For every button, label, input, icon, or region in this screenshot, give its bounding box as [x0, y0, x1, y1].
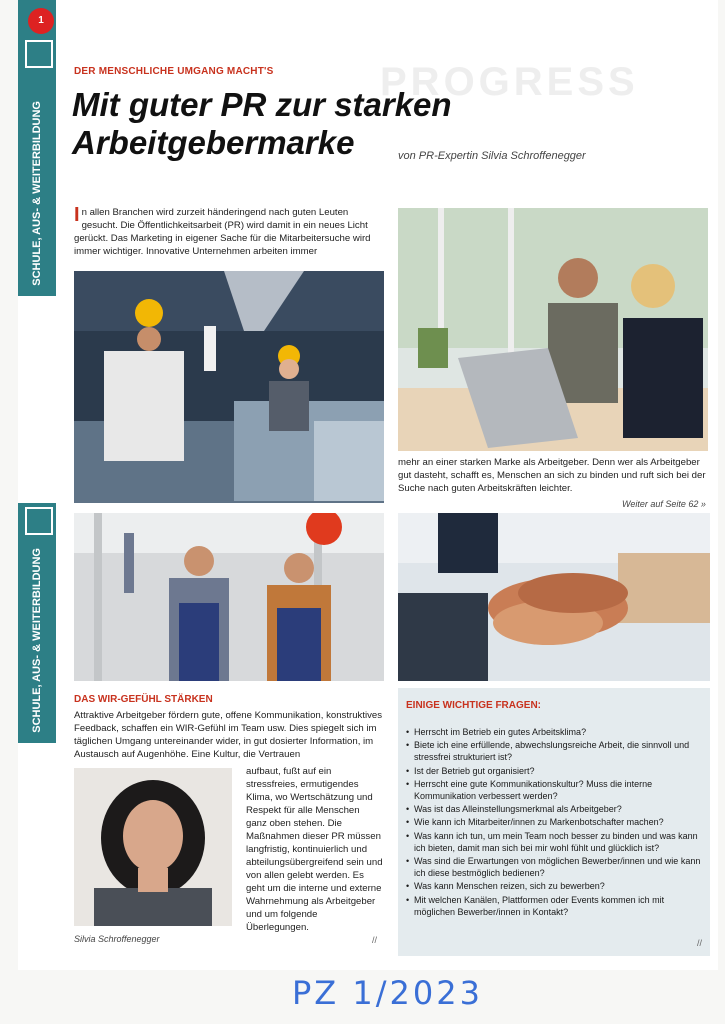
question-item: • Was ist das Alleinstellungsmerkmal als Arbeitgeber? [406, 803, 704, 815]
intro-paragraph: In allen Branchen wird zurzeit händeringend nach guten Leuten gesucht. Die Öffentlichkeitsarbeit (PR) wird damit in ein neues Licht gerückt. Das Marketing in eigener Sache für die Mitarbeitersuche wird immer wichtiger. Innovative Unternehmen arbeiten immer [74, 206, 371, 257]
section-heading-wir-gefuehl: DAS WIR-GEFÜHL STÄRKEN [74, 694, 213, 705]
question-item: • Biete ich eine erfüllende, abwechslungsreiche Arbeit, die sinnvoll und stressfrei strukturiert ist? [406, 739, 704, 763]
sidebar-bottom [18, 503, 56, 743]
questions-box [398, 688, 710, 956]
handwritten-note: PZ 1/2023 [292, 974, 483, 1012]
continuation-paragraph: mehr an einer starken Marke als Arbeitgeber. Denn wer als Arbeitgeber gut dasteht, schafft es, Menschen an sich zu binden und ruft sich bei der Suche nach guten Arbeitskräften leichter. [398, 457, 706, 494]
sidebar-label: SCHULE, AUS- & WEITERBILDUNG [31, 548, 43, 733]
question-item: • Was sind die Erwartungen von möglichen Bewerber/innen und wie kann ich diese bestmöglich bedienen? [406, 855, 704, 879]
question-item: • Herrscht eine gute Kommunikationskultur? Muss die interne Kommunikation verbessert werden? [406, 778, 704, 802]
photo-workers-cheering [74, 513, 384, 681]
section2-paragraph-full: Attraktive Arbeitgeber fördern gute, offene Kommunikation, konstruktives Feedback, schaffen ein WIR-Gefühl im Team usw. Dies spiegelt sich im täglichen Umgang untereinander wider, in gut dosierter Information, im Austausch auf Augenhöhe. Eine Kultur, die Vertrauen [74, 710, 383, 760]
sidebar-top [18, 0, 56, 296]
question-item: • Ist der Betrieb gut organisiert? [406, 765, 704, 777]
byline: von PR-Expertin Silvia Schroffenegger [398, 150, 586, 162]
building-icon [25, 40, 53, 68]
question-item: • Wie kann ich Mitarbeiter/innen zu Markenbotschafter machen? [406, 816, 704, 828]
question-item: • Was kann ich tun, um mein Team noch besser zu binden und was kann ich bieten, damit man sich bei mir wohl fühlt und glücklich ist? [406, 830, 704, 854]
photo-stacked-hands [398, 513, 710, 681]
end-mark: // [372, 935, 378, 945]
questions-list [406, 726, 704, 919]
photo-factory-workers [74, 271, 384, 503]
photo-portrait [74, 768, 232, 926]
portrait-caption: Silvia Schroffenegger [74, 934, 160, 944]
end-mark: // [696, 938, 702, 948]
question-item: • Was kann Menschen reizen, sich zu bewerben? [406, 880, 704, 892]
continued-note: Weiter auf Seite 62 » [622, 499, 706, 509]
question-item: • Herrscht im Betrieb ein gutes Arbeitsklima? [406, 726, 704, 738]
question-item: • Mit welchen Kanälen, Plattformen oder Events kommen ich mit möglichen Bewerber/innen in Kontakt? [406, 894, 704, 918]
sidebar-label: SCHULE, AUS- & WEITERBILDUNG [31, 101, 43, 286]
award-seal-icon: 1 [28, 8, 54, 34]
building-icon [25, 507, 53, 535]
watermark: PROGRESS [380, 60, 639, 104]
dropcap: I [74, 206, 80, 226]
questions-heading: EINIGE WICHTIGE FRAGEN: [406, 700, 541, 711]
headline: Mit guter PR zur starken Arbeitgebermarke [72, 86, 452, 161]
photo-office-laptop [398, 208, 708, 451]
kicker: DER MENSCHLICHE UMGANG MACHT'S [74, 66, 274, 77]
section2-paragraph-narrow: aufbaut, fußt auf ein stressfreies, ermutigendes Klima, wo Wertschätzung und Respekt für alle Menschen ganz oben stehen. Die Maßnahmen dieser PR müssen langfristig, kontinuierlich und abteilungsübergreifend sein und von allen gelebt werden. Es geht um die interne und externe Wahrnehmung als Arbeitgeber und um folgende Überlegungen. [246, 766, 383, 933]
